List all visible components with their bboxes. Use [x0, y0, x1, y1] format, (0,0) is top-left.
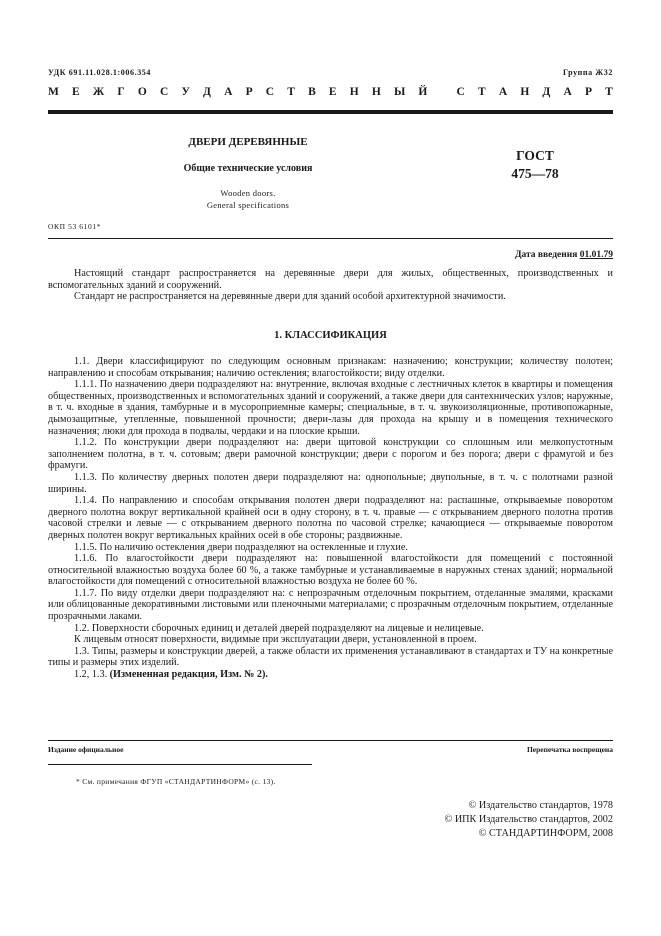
banner-letter: С: [265, 86, 275, 98]
amendment-bold: (Измененная редакция, Изм. № 2).: [109, 669, 268, 681]
banner-letter: Й: [418, 86, 428, 98]
reprint-prohibited: Перепечатка воспрещена: [526, 745, 613, 754]
banner-letter: Н: [349, 86, 359, 98]
english-title-1: Wooden doors.: [220, 188, 276, 198]
header-rule: [48, 110, 613, 114]
banner-letter: А: [224, 86, 233, 98]
document-title: ДВЕРИ ДЕРЕВЯННЫЕ: [188, 136, 308, 148]
title-rule: [48, 238, 613, 239]
official-edition: Издание официальное: [48, 745, 124, 754]
paragraph: 1.1. Двери классифицируют по следующим основным признакам: назначению; конструкции; количеству полотен; направлению и способам открывания; наличию остекления; влагостойкости; виду отделки.: [48, 356, 613, 379]
banner-letter: Д: [542, 86, 551, 98]
banner-letter: С: [456, 86, 465, 98]
paragraph: 1.1.7. По виду отделки двери подразделяют на: с непрозрачным отделочным покрытием, отделанные эмалями, красками или облицованные декоративными листовыми или пленочными материалами; с прозрачным отделочным покрытием, отделанные прозрачными лаками.: [48, 587, 613, 623]
paragraph: 1.1.6. По влагостойкости двери подразделяют на: повышенной влагостойкости для помещений с постоянной относительной влажностью воздуха более 60 %, а также тамбурные и устанавливаемые в наружных стенах зданий; нормальной влагостойкости для помещений с относительной влажностью воздуха не более 60 %.: [48, 553, 613, 588]
banner-letter: Н: [520, 86, 530, 98]
intro-date-label: Дата введения: [514, 250, 578, 260]
gost-label: ГОСТ: [516, 148, 554, 163]
banner-letter: А: [563, 86, 572, 98]
udk-code: УДК 691.11.028.1:006.354: [48, 68, 151, 77]
document-subtitle: Общие технические условия: [183, 163, 313, 174]
paragraph: 1.1.3. По количеству дверных полотен двери подразделяют на: однопольные; двупольные, в т. ч. с полотнами разной ширины.: [48, 471, 613, 495]
section-title: 1. КЛАССИФИКАЦИЯ: [274, 330, 387, 341]
paragraph: 1.3. Типы, размеры и конструкции дверей, а также области их применения устанавливают в стандартах и ТУ на конкретные типы и размеры этих изделий.: [48, 645, 613, 669]
banner-letter: А: [498, 86, 508, 98]
banner-letter: В: [308, 86, 316, 98]
banner-letter: С: [159, 86, 169, 98]
intro-date: [515, 250, 613, 260]
standard-banner: [48, 86, 613, 98]
banner-letter: Р: [245, 86, 253, 98]
banner-letter: Е: [72, 86, 80, 98]
english-title-2: General specifications: [206, 200, 290, 210]
paragraph: К лицевым относят поверхности, видимые при эксплуатации двери, установленной в проем.: [74, 634, 477, 646]
banner-letter: У: [181, 86, 190, 98]
amendment-note: [48, 669, 613, 681]
banner-letter: Н: [371, 86, 381, 98]
banner-letter: О: [137, 86, 147, 98]
paragraph: Настоящий стандарт распространяется на деревянные двери для жилых, общественных, производственных и вспомогательных зданий и сооружений.: [48, 268, 613, 291]
banner-letter: Д: [203, 86, 211, 98]
banner-letter: Т: [287, 86, 295, 98]
banner-letter: Р: [584, 86, 592, 98]
banner-letter: Ы: [393, 86, 406, 98]
copyright-line: © СТАНДАРТИНФОРМ, 2008: [478, 828, 613, 839]
paragraph: Стандарт не распространяется на деревянные двери для зданий особой архитектурной значимости.: [74, 291, 506, 303]
banner-letter: М: [48, 86, 59, 98]
paragraph: 1.1.4. По направлению и способам открывания полотен двери подразделяют на: распашные, открываемые поворотом дверного полотна вокруг вертикальной крайней оси в одну сторону, в т. ч. правые — с открыванием дверного полотна против часовой стрелки и левые — с открыванием дверного полотна по часовой стрелке; качающиеся — открываемые поворотом дверных полотен вокруг вертикальных крайних осей в обе стороны; раздвижные.: [48, 495, 613, 541]
banner-letter: Е: [328, 86, 337, 98]
intro-date-value: 01.01.79: [579, 250, 613, 260]
paragraph: 1.1.5. По наличию остекления двери подразделяют на остекленные и глухие.: [74, 541, 408, 553]
intro-text: [48, 268, 613, 303]
paragraph: 1.1.2. По конструкции двери подразделяют на: двери щитовой конструкции со сплошным или мелкопустотным заполнением полотна, в т. ч. сотовым; двери рамочной конструкции; двери с порогом и без порога; двери с фрамугой и без фрамуги.: [48, 437, 613, 472]
banner-letter: Г: [117, 86, 125, 98]
banner-gap: [441, 86, 444, 98]
banner-letter: Ж: [92, 86, 105, 98]
section-text: [48, 356, 613, 681]
footnote-rule: [48, 764, 312, 765]
banner-letter: Т: [478, 86, 486, 98]
amendment-prefix: 1.2, 1.3.: [74, 669, 108, 681]
okp-code: ОКП 53 6101*: [48, 222, 102, 231]
copyright-line: © ИПК Издательство стандартов, 2002: [444, 814, 613, 825]
copyright-block: [445, 799, 613, 841]
paragraph: 1.2. Поверхности сборочных единиц и деталей дверей подразделяют на лицевые и нелицевые.: [74, 622, 484, 634]
footer-rule: [48, 740, 613, 741]
footnote: * См. примечания ФГУП «СТАНДАРТИНФОРМ» (с. 13).: [76, 777, 276, 786]
banner-letter: Т: [605, 86, 613, 98]
copyright-line: © Издательство стандартов, 1978: [468, 800, 613, 811]
gost-number: 475—78: [511, 166, 559, 181]
paragraph: 1.1.1. По назначению двери подразделяют на: внутренние, включая входные с лестничных клеток в квартиры и помещения общественных, производственных и вспомогательных зданий и сооружений, а также двери для сантехнических узлов; наружные, в т. ч. входные в здания, тамбурные и в мусороприемные камеры; специальные, в т. ч. звукоизоляционные, противопожарные, дымозащитные, утепленные, повышенной прочности; двери-лазы для прохода на крышу и в помещения технического назначения; люки для прохода в подвалы, чердаки и на плоские крыши.: [48, 379, 613, 437]
group-code: Группа Ж32: [562, 68, 613, 77]
